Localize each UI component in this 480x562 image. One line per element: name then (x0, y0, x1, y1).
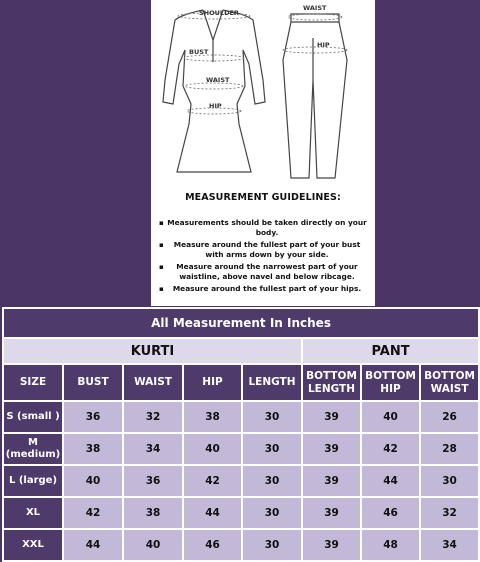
guidelines-title: MEASUREMENT GUIDELINES: (185, 192, 341, 203)
table-title-row (3, 308, 479, 338)
hip-cell: 40 (183, 433, 242, 465)
bottom-hip-cell: 42 (361, 433, 420, 465)
pant-hip-label: HIP (317, 41, 330, 49)
measurement-guide (151, 0, 375, 306)
bust-cell: 40 (63, 465, 123, 497)
length-cell: 30 (242, 529, 302, 561)
length-cell: 30 (242, 465, 302, 497)
bottom-hip-cell: 46 (361, 497, 420, 529)
waist-cell: 34 (123, 433, 183, 465)
bottom-length-cell: 39 (302, 465, 361, 497)
column-header-row (3, 364, 479, 401)
hip-cell: 44 (183, 497, 242, 529)
bottom-hip-cell: 40 (361, 401, 420, 433)
col-size: SIZE (3, 364, 63, 401)
bullet-icon: ▪ (159, 263, 164, 271)
bottom-hip-cell: 44 (361, 465, 420, 497)
hip-cell: 42 (183, 465, 242, 497)
bullet-icon: ▪ (159, 219, 164, 227)
waist-cell: 32 (123, 401, 183, 433)
bottom-waist-cell: 32 (420, 497, 479, 529)
size-cell: XXL (3, 529, 63, 561)
group-row (3, 338, 479, 364)
bullet-icon: ▪ (159, 285, 164, 293)
bottom-waist-cell: 26 (420, 401, 479, 433)
bottom-length-cell: 39 (302, 497, 361, 529)
pant-waist-label: WAIST (303, 4, 327, 12)
guideline-item: ▪ Measure around the fullest part of your hips. (159, 284, 362, 293)
bust-cell: 44 (63, 529, 123, 561)
bottom-hip-cell: 48 (361, 529, 420, 561)
size-cell: M (medium) (3, 433, 63, 465)
hip-cell: 38 (183, 401, 242, 433)
table-row (3, 529, 479, 561)
pant-illustration (283, 14, 347, 178)
length-cell: 30 (242, 497, 302, 529)
bottom-waist-cell: 34 (420, 529, 479, 561)
hip-label: HIP (209, 102, 222, 110)
size-cell: XL (3, 497, 63, 529)
col-bottom-waist: BOTTOM WAIST (420, 364, 479, 401)
bust-cell: 36 (63, 401, 123, 433)
waist-label: WAIST (206, 76, 230, 84)
guideline-item: ▪ Measurements should be taken directly on your body. (159, 218, 367, 237)
table-title: All Measurement In Inches (3, 308, 479, 338)
size-chart (2, 307, 478, 551)
bullet-icon: ▪ (159, 241, 164, 249)
waist-cell: 40 (123, 529, 183, 561)
waist-cell: 36 (123, 465, 183, 497)
garment-diagram (151, 0, 375, 190)
bust-cell: 42 (63, 497, 123, 529)
length-cell: 30 (242, 433, 302, 465)
col-hip: HIP (183, 364, 242, 401)
bottom-length-cell: 39 (302, 529, 361, 561)
kurti-illustration (163, 10, 265, 172)
bust-cell: 38 (63, 433, 123, 465)
bottom-waist-cell: 30 (420, 465, 479, 497)
hip-cell: 46 (183, 529, 242, 561)
guideline-item: ▪ Measure around the narrowest part of your waistline, above navel and below ribcage. (159, 262, 358, 281)
bust-label: BUST (189, 48, 209, 56)
guideline-item: ▪ Measure around the fullest part of your bust with arms down by your side. (159, 240, 361, 259)
kurti-group-header: KURTI (3, 338, 302, 364)
col-bottom-length: BOTTOM LENGTH (302, 364, 361, 401)
col-bust: BUST (63, 364, 123, 401)
table-row (3, 401, 479, 433)
pant-group-header: PANT (302, 338, 479, 364)
col-waist: WAIST (123, 364, 183, 401)
table-row (3, 497, 479, 529)
pant-measure-lines (283, 14, 347, 53)
size-cell: S (small ) (3, 401, 63, 433)
col-length: LENGTH (242, 364, 302, 401)
col-bottom-hip: BOTTOM HIP (361, 364, 420, 401)
guidelines-list (159, 218, 369, 296)
bottom-length-cell: 39 (302, 401, 361, 433)
shoulder-label: SHOULDER (199, 9, 239, 17)
waist-cell: 38 (123, 497, 183, 529)
table-row (3, 465, 479, 497)
size-cell: L (large) (3, 465, 63, 497)
length-cell: 30 (242, 401, 302, 433)
bottom-waist-cell: 28 (420, 433, 479, 465)
size-table (2, 307, 480, 562)
bottom-length-cell: 39 (302, 433, 361, 465)
table-row (3, 433, 479, 465)
